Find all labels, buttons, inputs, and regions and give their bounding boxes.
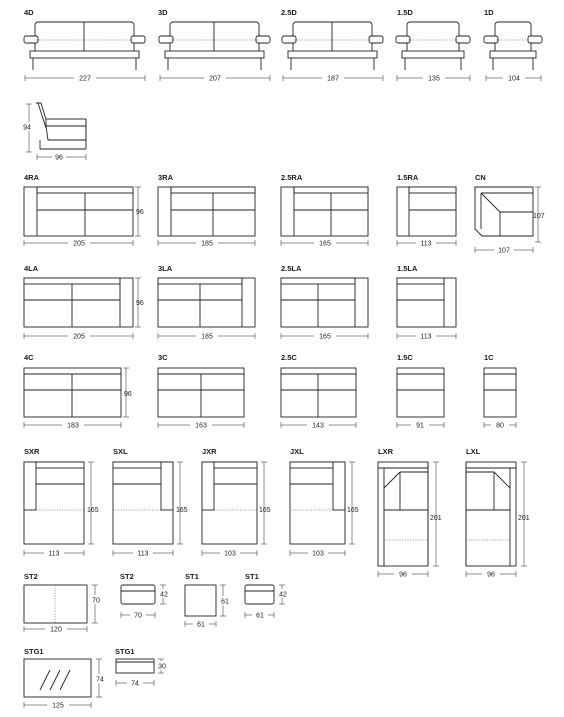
width-label: 96 bbox=[399, 571, 407, 579]
plan-4c bbox=[24, 353, 132, 430]
length-label: 201 bbox=[518, 515, 530, 522]
width-label: 91 bbox=[416, 422, 424, 430]
length-label: 201 bbox=[430, 515, 442, 522]
plan-1-5ra bbox=[397, 173, 456, 248]
width-label: 113 bbox=[137, 550, 149, 558]
width-label: 103 bbox=[224, 550, 236, 558]
width-label: 113 bbox=[420, 240, 432, 248]
model-code: 3LA bbox=[158, 264, 173, 273]
width-label: 125 bbox=[52, 702, 64, 710]
model-code: 1.5D bbox=[397, 8, 413, 17]
length-label: 165 bbox=[347, 507, 359, 514]
width-label: 205 bbox=[73, 333, 85, 341]
width-label: 80 bbox=[496, 422, 504, 430]
plan-1-5la bbox=[397, 264, 456, 341]
plan-3c bbox=[158, 353, 244, 430]
side-view bbox=[20, 103, 86, 162]
model-code: 4LA bbox=[24, 264, 39, 273]
width-label: 205 bbox=[73, 240, 85, 248]
width-label: 143 bbox=[312, 422, 324, 430]
model-code: LXR bbox=[378, 447, 393, 456]
model-code: 2.5RA bbox=[281, 173, 303, 182]
model-code: 1.5LA bbox=[397, 264, 418, 273]
length-label: 165 bbox=[87, 507, 99, 514]
model-code: 3RA bbox=[158, 173, 174, 182]
front-view-2-5d bbox=[281, 8, 383, 83]
width-label: 107 bbox=[498, 247, 510, 255]
height-label: 42 bbox=[279, 591, 287, 599]
side-stg1 bbox=[115, 647, 169, 688]
width-label: 120 bbox=[50, 626, 62, 634]
model-code: 4C bbox=[24, 353, 34, 362]
model-code: ST1 bbox=[185, 572, 199, 581]
plan-sxl bbox=[113, 447, 188, 558]
front-view-4d bbox=[24, 8, 145, 83]
front-view-3d bbox=[158, 8, 270, 83]
model-code: SXR bbox=[24, 447, 40, 456]
model-code: ST2 bbox=[120, 572, 134, 581]
depth-label: 96 bbox=[136, 209, 144, 216]
width-label: 185 bbox=[201, 333, 213, 341]
width-label: 163 bbox=[195, 422, 207, 430]
front-view-1-5d bbox=[396, 8, 470, 83]
depth-label: 96 bbox=[136, 300, 144, 307]
depth-label: 107 bbox=[533, 213, 545, 220]
model-code: STG1 bbox=[115, 647, 135, 656]
width-label: 103 bbox=[312, 550, 324, 558]
plan-2-5ra bbox=[281, 173, 368, 248]
width-label: 104 bbox=[508, 75, 520, 83]
plan-st1 bbox=[185, 572, 231, 629]
plan-lxl bbox=[466, 447, 530, 579]
front-view-1d bbox=[484, 8, 542, 83]
depth-label: 61 bbox=[221, 598, 229, 606]
plan-jxr bbox=[202, 447, 271, 558]
model-code: 3C bbox=[158, 353, 168, 362]
model-code: JXR bbox=[202, 447, 217, 456]
width-label: 165 bbox=[319, 333, 331, 341]
width-label: 61 bbox=[256, 612, 264, 620]
model-code: 1D bbox=[484, 8, 494, 17]
model-code: JXL bbox=[290, 447, 304, 456]
depth-label: 96 bbox=[55, 154, 63, 162]
height-label: 42 bbox=[160, 591, 168, 599]
width-label: 165 bbox=[319, 240, 331, 248]
model-code: ST2 bbox=[24, 572, 38, 581]
width-label: 113 bbox=[48, 550, 60, 558]
plan-sxr bbox=[24, 447, 99, 558]
plan-stg1 bbox=[24, 647, 107, 710]
width-label: 61 bbox=[197, 621, 205, 629]
plan-2-5la bbox=[281, 264, 368, 341]
depth-label: 70 bbox=[92, 597, 100, 605]
width-label: 70 bbox=[134, 612, 142, 620]
plan-3la bbox=[158, 264, 255, 341]
model-code: 1C bbox=[484, 353, 494, 362]
model-code: STG1 bbox=[24, 647, 44, 656]
height-label: 30 bbox=[158, 663, 166, 671]
plan-lxr bbox=[378, 447, 442, 579]
model-code: 2.5D bbox=[281, 8, 297, 17]
depth-label: 74 bbox=[96, 676, 104, 684]
model-code: 1.5C bbox=[397, 353, 413, 362]
plan-cn-corner bbox=[475, 173, 545, 255]
model-code: 3D bbox=[158, 8, 168, 17]
width-label: 187 bbox=[327, 75, 339, 83]
width-label: 74 bbox=[131, 680, 139, 688]
plan-1-5c bbox=[397, 353, 444, 430]
model-code: 2.5C bbox=[281, 353, 297, 362]
width-label: 113 bbox=[420, 333, 432, 341]
side-st2 bbox=[120, 572, 171, 620]
side-st1 bbox=[245, 572, 290, 620]
width-label: 227 bbox=[79, 75, 91, 83]
model-code: 1.5RA bbox=[397, 173, 419, 182]
length-label: 165 bbox=[176, 507, 188, 514]
model-code: SXL bbox=[113, 447, 128, 456]
width-label: 135 bbox=[428, 75, 440, 83]
height-label: 94 bbox=[23, 124, 31, 132]
plan-3ra bbox=[158, 173, 255, 248]
model-code: ST1 bbox=[245, 572, 259, 581]
plan-jxl bbox=[290, 447, 359, 558]
model-code: 2.5LA bbox=[281, 264, 302, 273]
depth-label: 96 bbox=[124, 391, 132, 398]
plan-1c bbox=[484, 353, 516, 430]
plan-4ra bbox=[24, 173, 144, 248]
model-code: 4RA bbox=[24, 173, 40, 182]
plan-4la bbox=[24, 264, 144, 341]
plan-st2 bbox=[24, 572, 103, 634]
model-code: 4D bbox=[24, 8, 34, 17]
width-label: 96 bbox=[487, 571, 495, 579]
model-code: CN bbox=[475, 173, 486, 182]
length-label: 165 bbox=[259, 507, 271, 514]
model-code: LXL bbox=[466, 447, 481, 456]
width-label: 207 bbox=[209, 75, 221, 83]
width-label: 185 bbox=[201, 240, 213, 248]
width-label: 183 bbox=[67, 422, 79, 430]
plan-2-5c bbox=[281, 353, 356, 430]
